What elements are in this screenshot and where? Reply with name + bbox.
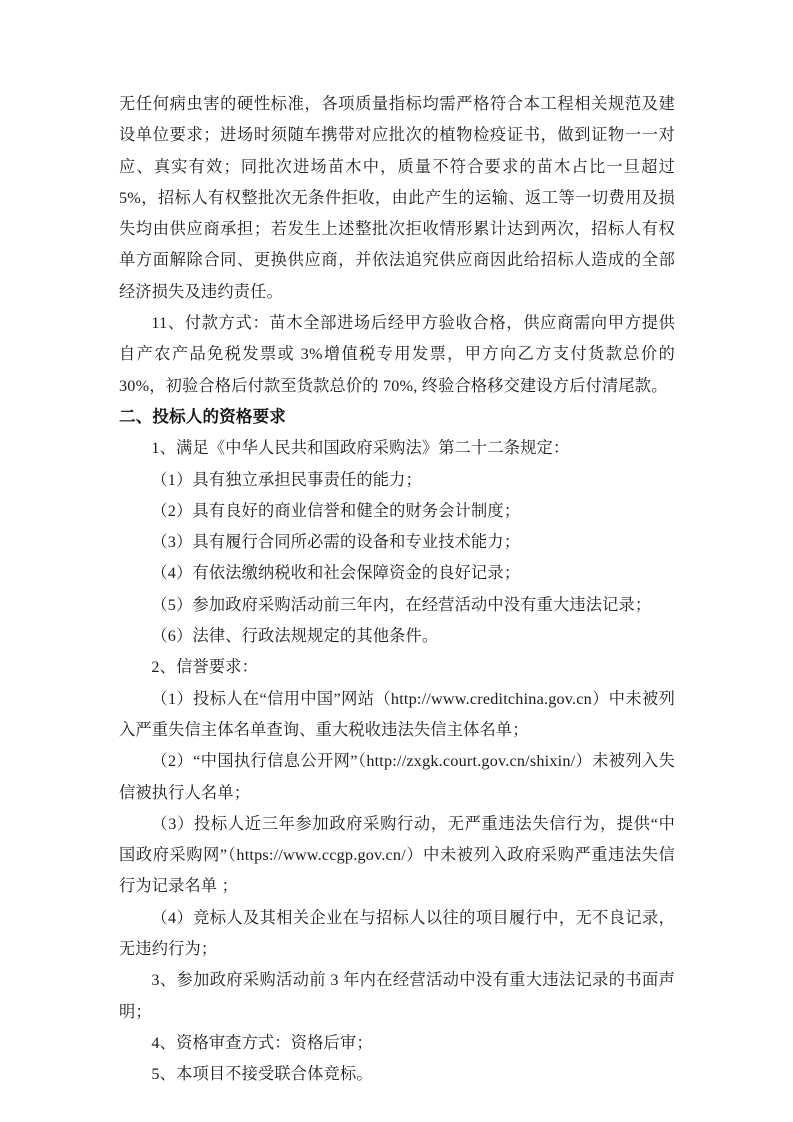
item-2-sub-4-no-bad-records: （4）竞标人及其相关企业在与招标人以往的项目履行中，无不良记录，无违约行为； [119, 908, 675, 959]
item-1-sub-3-equipment-capability: （3）具有履行合同所必需的设备和专业技术能力； [151, 533, 521, 552]
item-2-sub-1-creditchina: （1）投标人在“信用中国”网站（http://www.creditchina.gov.cn）中未被列入严重失信主体名单查询、重大税收违法失信主体名单； [119, 689, 675, 739]
item-1-procurement-law: 1、满足《中华人民共和国政府采购法》第二十二条规定： [151, 439, 570, 458]
paragraph-quality-requirements-continuation: 无任何病虫害的硬性标准，各项质量指标均需严格符合本工程相关规范及建设单位要求；进场时须随车携带对应批次的植物检疫证书，做到证物一一对应、真实有效；同批次进场苗木中，质量不符合要求的苗木占比一旦超过 5%，招标人有权整批次无条件拒收，由此产生的运输、返工等一切费用及损失均由供应商承担；若发生上述整批次拒收情形累计达到两次，招标人有权单方面解除合同、更换供应商，并依法追究供应商因此给招标人造成的全部经济损失及违约责任。 [119, 95, 675, 301]
item-5-no-consortium-bids: 5、本项目不接受联合体竞标。 [151, 1065, 373, 1084]
item-1-sub-4-tax-social-security: （4）有依法缴纳税收和社会保障资金的良好记录； [151, 564, 521, 583]
paragraph-payment-terms: 11、付款方式：苗木全部进场后经甲方验收合格，供应商需向甲方提供自产农产品免税发票或 3%增值税专用发票，甲方向乙方支付货款总价的 30%，初验合格后付款至货款总价的 70%, 终验合格移交建设方后付清尾款。 [119, 314, 675, 395]
document-body [119, 89, 675, 1091]
item-2-credit-requirements: 2、信誉要求： [151, 658, 259, 677]
item-2-sub-3-ccgp: （3）投标人近三年参加政府采购行动，无严重违法失信行为，提供“中国政府采购网”（https://www.ccgp.gov.cn/）中未被列入政府采购严重违法失信行为记录名单 ； [119, 814, 675, 896]
section-2-heading: 二、投标人的资格要求 [119, 407, 286, 426]
item-4-qualification-review: 4、资格审查方式：资格后审； [151, 1033, 373, 1052]
item-3-written-declaration: 3、参加政府采购活动前 3 年内在经营活动中没有重大违法记录的书面声明； [119, 971, 675, 1021]
item-2-sub-2-court-enforcement: （2）“中国执行信息公开网”（http://zxgk.court.gov.cn/shixin/）未被列入失信被执行人名单； [119, 752, 675, 802]
item-1-sub-6-other-conditions: （6）法律、行政法规规定的其他条件。 [151, 627, 439, 646]
item-1-sub-1-civil-liability: （1）具有独立承担民事责任的能力； [151, 470, 422, 489]
item-1-sub-2-commercial-reputation: （2）具有良好的商业信誉和健全的财务会计制度； [151, 501, 521, 520]
item-1-sub-5-no-major-violations: （5）参加政府采购活动前三年内，在经营活动中没有重大违法记录； [151, 595, 652, 614]
